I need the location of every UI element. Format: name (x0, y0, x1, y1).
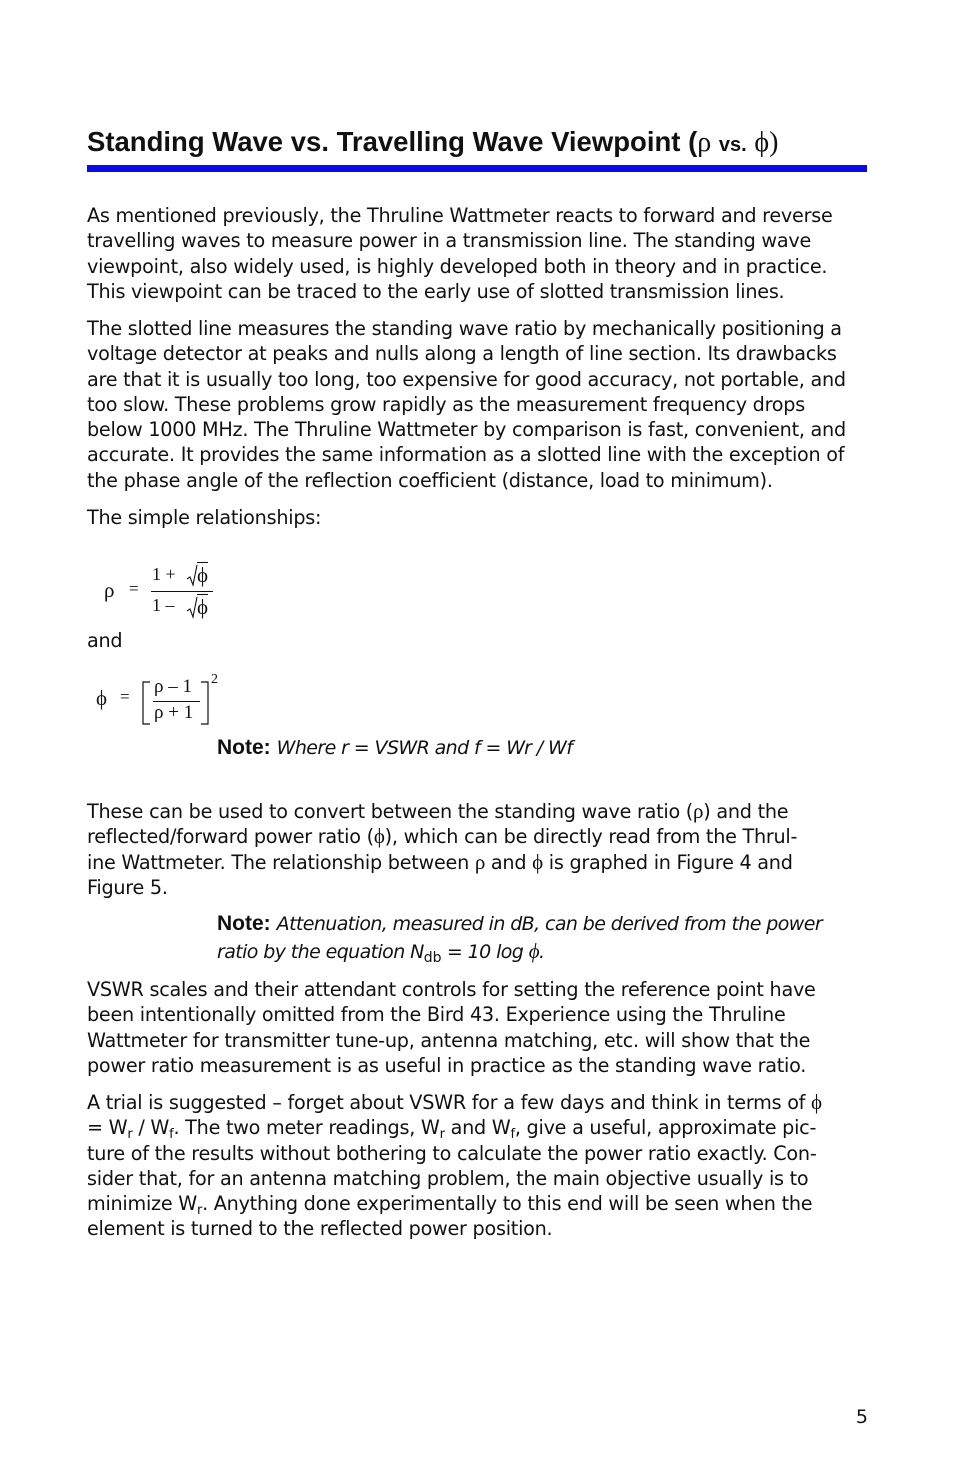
phi-symbol: ϕ (754, 127, 770, 158)
equation-phi: ϕ = ρ – 1 ρ + 1 2 (96, 672, 218, 723)
section-heading: Standing Wave vs. Travelling Wave Viewpoint (ρ vs. ϕ) (87, 126, 779, 158)
equation-rho: ρ = 1 + ϕ 1 – ϕ (104, 562, 224, 624)
note-definitions: Note: Where r = VSWR and f = Wr / Wf (217, 736, 573, 759)
paragraph-slotted-line: The slotted line measures the standing wave ratio by mechanically positioning a voltage detector at peaks and nulls along a length of line section. Its drawbacks are that it is usually too long, too expensive for good accuracy, not portable, and too slow. These problems grow rapidly as the measurement frequency drops below 1000 MHz. The Thruline Wattmeter by comparison is fast, convenient, and accurate. It provides the same information as a slotted line with the exception of the phase angle of the reflection coefficient (distance, load to minimum). (87, 317, 846, 492)
paragraph-trial: A trial is suggested – forget about VSWR for a few days and think in terms of ϕ = $W_r / W_f$. The two meter readings, $W_r$ and $W_f$, give a useful, approximate pic- ture of the results without bothering to calculate the power ratio exactly. Con- sider that, for an antenna matching problem, the main objective usually is to minimize $W_r$. Anything done experimentally to this end will be seen when the element is turned to the reflected power position. (87, 1090, 822, 1241)
note-attenuation: Note: Attenuation, measured in dB, can be derived from the power ratio by the equation $N_{db} = 10$ log ϕ. (217, 912, 823, 966)
bracket-left (141, 681, 151, 725)
paragraph-conversion: These can be used to convert between the standing wave ratio (ρ) and the reflected/forward power ratio (ϕ), which can be directly read from the Thrul- ine Wattmeter. The relationship between ρ and ϕ is graphed in Figure 4 and Figure 5. (87, 799, 798, 899)
and-text: and (87, 629, 123, 652)
page-number: 5 (855, 1406, 868, 1428)
paragraph-intro: As mentioned previously, the Thruline Wattmeter reacts to forward and reverse travelling waves to measure power in a transmission line. The standing wave viewpoint, also widely used, is highly developed both in theory and in practice. This viewpoint can be traced to the early use of slotted transmission lines. (87, 204, 833, 303)
bracket-right (200, 681, 210, 725)
paragraph-vswr-scales: VSWR scales and their attendant controls for setting the reference point have been intentionally omitted from the Bird 43. Experience using the Thruline Wattmeter for transmitter tune-up, antenna matching, etc. will show that the power ratio measurement is as useful in practice as the standing wave ratio. (87, 978, 816, 1077)
fraction-bar (151, 591, 213, 592)
rho-symbol: ρ (697, 127, 712, 158)
paragraph-relationships: The simple relationships: (87, 506, 322, 529)
heading-rule (87, 165, 867, 172)
